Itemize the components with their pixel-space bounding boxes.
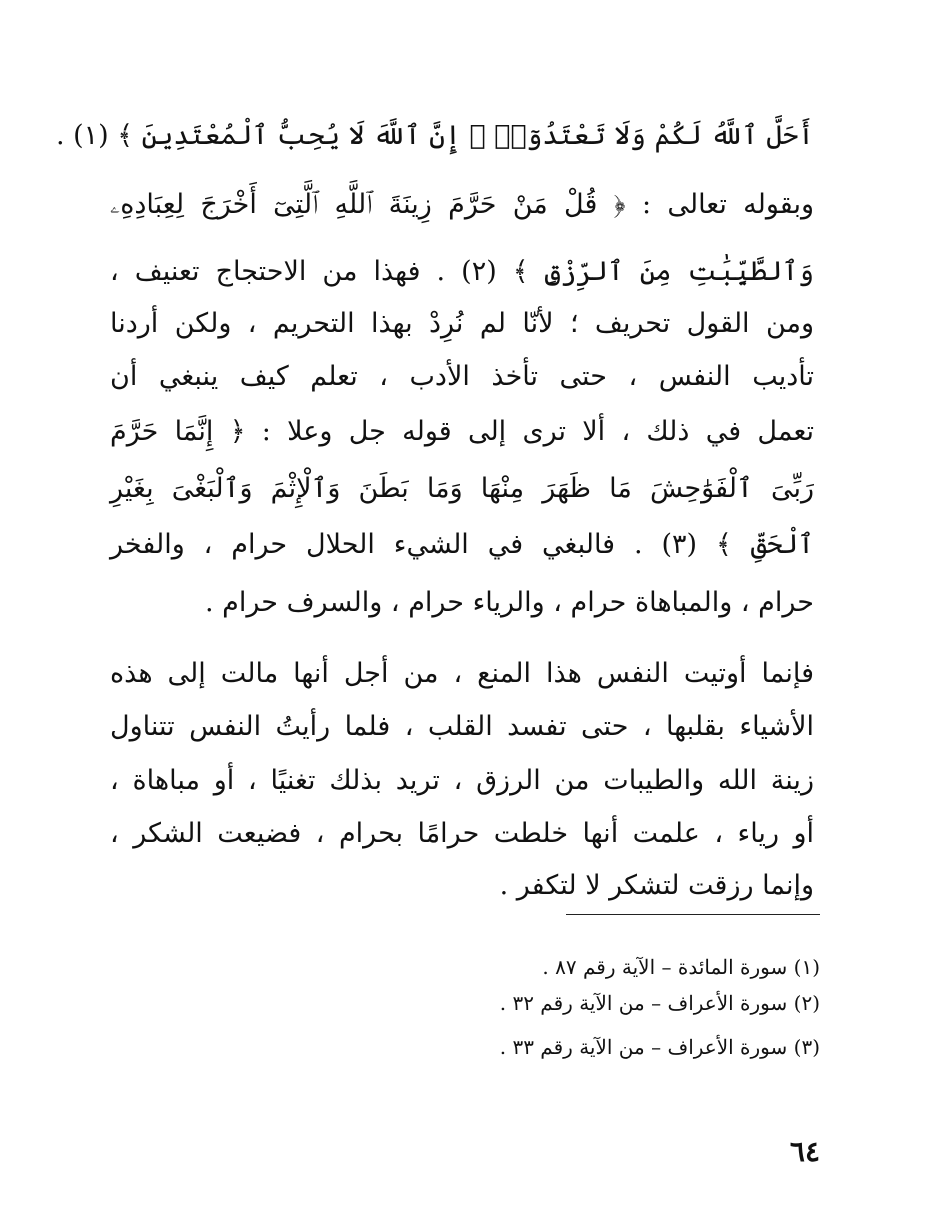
- body-line-4: ومن القول تحريف ؛ لأنّا لم نُرِدْ بهذا التحريم ، ولكن أردنا: [110, 308, 814, 339]
- body-line-5: تأديب النفس ، حتى تأخذ الأدب ، تعلم كيف ينبغي أن: [110, 361, 814, 392]
- body-line-11: الأشياء بقلبها ، حتى تفسد القلب ، فلما رأيتُ النفس تتناول: [110, 711, 814, 742]
- footnote-1: (١) سورة المائدة – الآية رقم ٨٧ .: [542, 955, 820, 979]
- footnote-2: (٢) سورة الأعراف – من الآية رقم ٣٢ .: [499, 991, 820, 1015]
- body-line-7: رَبِّىَ ٱلْفَوَٰحِشَ مَا ظَهَرَ مِنْهَا وَمَا بَطَنَ وَٱلْإِثْمَ وَٱلْبَغْىَ بِغَيْرِ: [110, 473, 814, 504]
- body-line-10: فإنما أوتيت النفس هذا المنع ، من أجل أنها مالت إلى هذه: [110, 658, 814, 689]
- body-line-9: حرام ، والمباهاة حرام ، والرياء حرام ، والسرف حرام .: [205, 587, 814, 618]
- body-line-8: ٱلْحَقِّ ﴾ (٣) . فالبغي في الشيء الحلال حرام ، والفخر: [110, 529, 814, 560]
- footnote-3: (٣) سورة الأعراف – من الآية رقم ٣٣ .: [499, 1035, 820, 1059]
- body-line-3: وَٱلطَّيِّبَٰتِ مِنَ ٱلرِّزْقِ ﴾ (٢) . فهذا من الاحتجاج تعنيف ،: [110, 256, 814, 287]
- page-number: ٦٤: [789, 1135, 820, 1168]
- body-line-12: زينة الله والطيبات من الرزق ، تريد بذلك تغنيًا ، أو مباهاة ،: [110, 765, 814, 796]
- footnote-separator: [566, 914, 820, 915]
- body-line-2: وبقوله تعالى : ﴿ قُلْ مَنْ حَرَّمَ زِينَةَ ٱللَّهِ ٱلَّتِىٓ أَخْرَجَ لِعِبَادِهِۦ: [110, 189, 814, 220]
- body-line-14: وإنما رزقت لتشكر لا لتكفر .: [499, 870, 814, 901]
- body-line-6: تعمل في ذلك ، ألا ترى إلى قوله جل وعلا : ﴿ إِنَّمَا حَرَّمَ: [110, 416, 814, 447]
- body-line-1: أَحَلَّ ٱللَّهُ لَكُمْ وَلَا تَعْتَدُوٓا۟ ۚ إِنَّ ٱللَّهَ لَا يُحِبُّ ٱلْمُعْتَدِينَ ﴾ (١) .: [55, 120, 814, 151]
- body-line-13: أو رياء ، علمت أنها خلطت حرامًا بحرام ، فضيعت الشكر ،: [110, 818, 814, 849]
